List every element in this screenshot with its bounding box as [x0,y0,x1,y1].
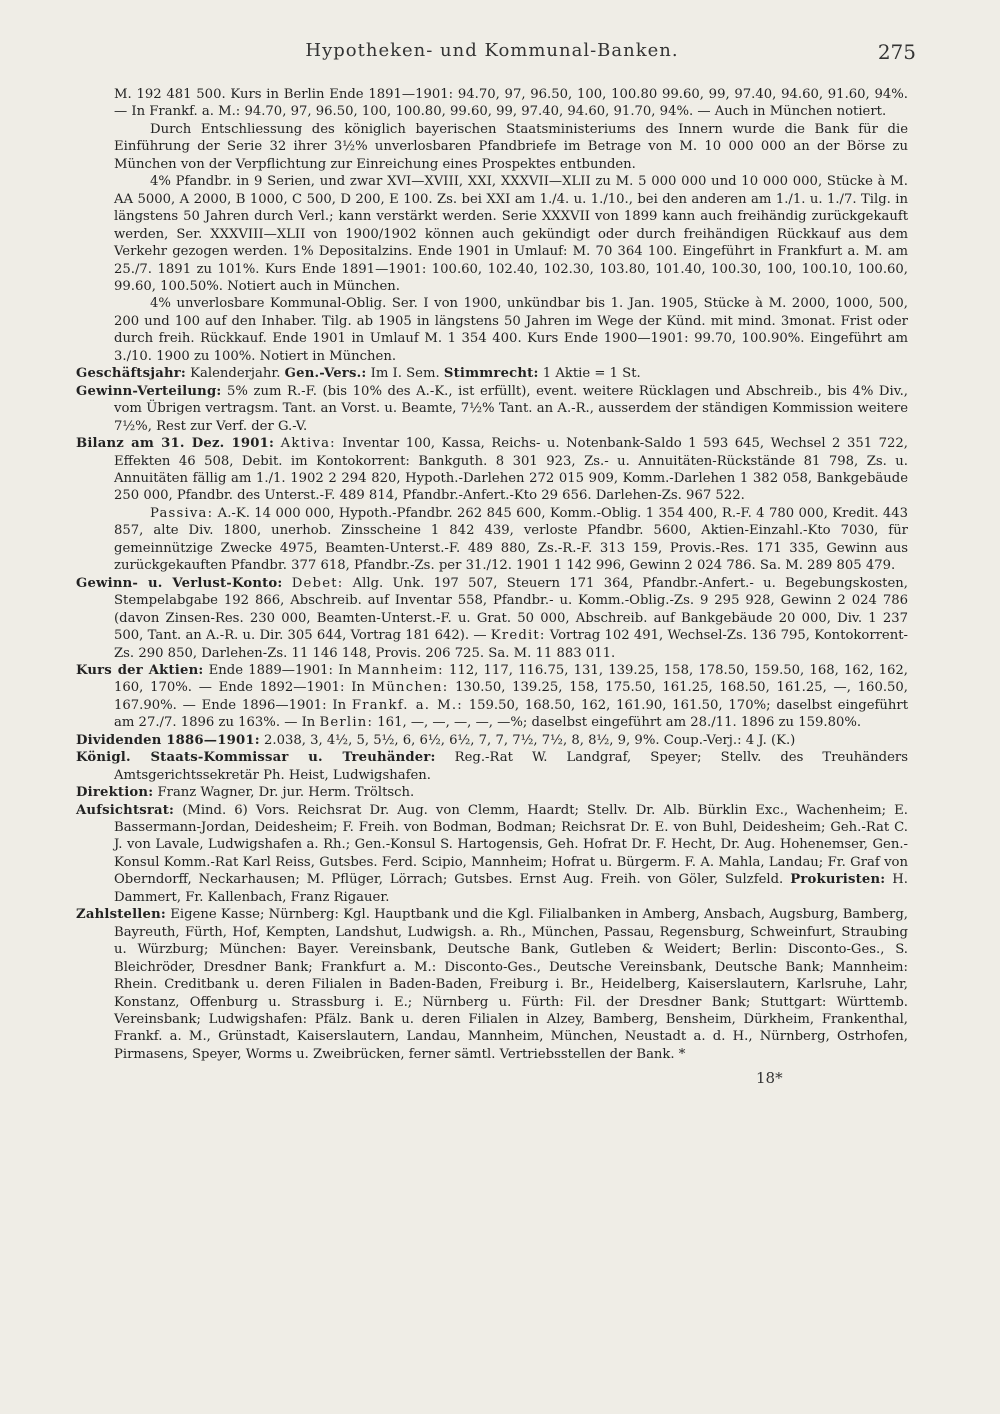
text-direktion: Franz Wagner, Dr. jur. Herm. Tröltsch. [157,785,415,801]
text-debet: Allg. Unk. 197 507, Steuern 171 364, Pfandbr.-Anfert.- u. Begebungskosten, Stempelabgabe 192 866, Abschreib. auf Inventar 558, Pfandbr.- u. Komm.-Oblig.-Zs. 9 295 928, Gewinn 2 024 786 (davon Zinsen-Res. 230 000, Beamten-Unterst.-F. u. Grat. 50 000, Abschreib. auf Bankgebäude 20 000, Div. 1 237 500, Tant. an A.-R. u. Dir. 305 644, Vortrag 181 642). — [114,575,908,644]
page-header [76,40,916,86]
entry-aufsichtsrat [76,802,908,907]
label-stimmrecht: Stimmrecht: [443,366,539,382]
text-geschaeftsjahr: Kalenderjahr. [190,366,281,382]
label-aufsichtsrat: Aufsichtsrat: [76,802,175,818]
text-gen-vers: Im I. Sem. [370,366,440,382]
page-footer [76,1069,908,1091]
text-zahlstellen: Eigene Kasse; Nürnberg: Kgl. Hauptbank und die Kgl. Filialbanken in Amberg, Ansbach, Augsburg, Bamberg, Bayreuth, Fürth, Hof, Kempten, Landshut, Ludwigsh. a. Rh., München, Passau, Regensburg, Schweinfurt, Straubing u. Würzburg; München: Bayer. Vereinsbank, Deutsche Bank, Gutleben & Weidert; Berlin: Disconto-Ges., S. Bleichröder, Dresdner Bank; Frankfurt a. M.: Disconto-Ges., Deutsche Vereinsbank, Deutsche Bank; Mannheim: Rhein. Creditbank u. deren Filialen in Baden-Baden, Freiburg i. Br., Heidelberg, Kaiserslautern, Karlsruhe, Lahr, Konstanz, Offenburg u. Strassburg i. E.; Nürnberg u. Fürth: Fil. der Dresdner Bank; Stuttgart: Württemb. Vereinsbank; Ludwigshafen: Pfälz. Bank u. deren Filialen in Alzey, Bamberg, Bensheim, Dürkheim, Frankenthal, Frankf. a. M., Grünstadt, Kaiserslautern, Landau, Mannheim, München, Neustadt a. d. H., Nürnberg, Ostrhofen, Pirmasens, Speyer, Worms u. Zweibrücken, ferner sämtl. Vertriebsstellen der Bank. * [114,907,908,1062]
label-prokuristen: Prokuristen: [790,872,886,888]
text-kurs-e: 161, —, —, —, —, —%; daselbst eingeführt am 28./11. 1896 zu 159.80%. [377,715,862,731]
label-kurs-aktien: Kurs der Aktien: [76,662,204,678]
label-gewinn-verteilung: Gewinn-Verteilung: [76,383,222,399]
label-dividenden: Dividenden 1886—1901: [76,732,260,748]
label-geschaeftsjahr: Geschäftsjahr: [76,366,186,382]
entry-gewinn-verlust [76,575,908,662]
text-kredit: Vortrag 102 491, Wechsel-Zs. 136 795, Kontokorrent-Zs. 290 850, Darlehen-Zs. 11 146 148, Provis. 206 725. Sa. M. 11 883 011. [114,628,908,661]
text-aktiva: Inventar 100, Kassa, Reichs- u. Notenbank-Saldo 1 593 645, Wechsel 2 351 722, Effekten 46 508, Debit. im Kontokorrent: Bankguth. 8 301 923, Zs.- u. Annuitäten-Rückstände 81 798, Zs. u. Annuitäten fällig am 1./1. 1902 2 294 820, Hypoth.-Darlehen 272 015 909, Komm.-Darlehen 1 382 058, Bankgebäude 250 000, Pfandbr. des Unterst.-F. 489 814, Pfandbr.-Anfert.-Kto 29 656. Darlehen-Zs. 967 522. [114,436,908,504]
text-aufsichtsrat: (Mind. 6) Vors. Reichsrat Dr. Aug. von Clemm, Haardt; Stellv. Dr. Alb. Bürklin Exc., Wachenheim; E. Bassermann-Jordan, Deidesheim; F. Freih. von Bodman, Bodman; Reichsrat Dr. E. von Buhl, Deidesheim; Geh.-Rat C. J. von Lavale, Ludwigshafen a. Rh.; Gen.-Konsul S. Hartogensis, Geh. Hofrat Dr. F. Hecht, Dr. Aug. Hohenemser, Gen.-Konsul Komm.-Rat Karl Reiss, Gutsbes. Ferd. Scipio, Mannheim; Hofrat u. Bürgerm. F. A. Mahla, Landau; Fr. Graf von Oberndorff, Neckarhausen; M. Pflüger, Lörrach; Gutsbes. Ernst Aug. Freih. von Göler, Sulzfeld. [114,802,908,888]
label-direktion: Direktion: [76,785,154,801]
page-number: 275 [877,40,916,64]
body-text [76,86,908,1063]
signature-mark: 18* [756,1069,783,1088]
city-muenchen: München: [371,680,449,696]
text-kurs-c: 130.50, 139.25, 158, 175.50, 161.25, 168.50, 161.25, —, 160.50, 167.90%. — Ende 1896—1901: In [114,680,908,713]
running-head: Hypotheken- und Kommunal-Banken. [305,40,679,61]
label-gewinn-verlust: Gewinn- u. Verlust-Konto: [76,575,283,591]
city-frankfurt: Frankf. a. M.: [351,697,463,713]
text-prokuristen: H. Dammert, Fr. Kallenbach, Franz Rigauer. [114,872,908,905]
entry-passiva [76,505,908,575]
paragraph-entschliessung: Durch Entschliessung des königlich bayerischen Staatsministeriums des Innern wurde die Bank für die Einführung der Serie 32 ihrer 3½% unverlosbaren Pfandbriefe im Betrage von M. 10 000 000 an der Börse zu München von der Verpflichtung zur Einreichung eines Prospektes entbunden. [114,121,908,172]
text-gewinn-verteilung: 5% zum R.-F. (bis 10% des A.-K., ist erfüllt), event. weitere Rücklagen und Abschreib., bis 4% Div., vom Übrigen vertragsm. Tant. an Vorst. u. Beamte, 7½% Tant. an A.-R., ausserdem der ständigen Kommission weitere 7½%, Rest zur Verf. der G.-V. [114,383,908,434]
text-dividenden: 2.038, 3, 4½, 5, 5½, 6, 6½, 6½, 7, 7, 7½, 7½, 8, 8½, 9, 9%. Coup.-Verj.: 4 J. (K.) [263,732,796,748]
paragraph-kommunal-oblig: 4% unverlosbare Kommunal-Oblig. Ser. I von 1900, unkündbar bis 1. Jan. 1905, Stücke à M. 2000, 1000, 500, 200 und 100 auf den Inhaber. Tilg. ab 1905 in längstens 50 Jahren im Wege der Künd. mit mind. 3monat. Frist oder durch freih. Rückkauf. Ende 1901 in Umlauf M. 1 354 400. Kurs Ende 1900—1901: 99.70, 100.90%. Eingeführt am 3./10. 1900 zu 100%. Notiert in München. [114,296,908,364]
entry-gewinn-verteilung [76,383,908,435]
entry-dividenden [76,732,908,749]
city-berlin: Berlin: [319,715,374,731]
entry-kommissar [76,749,908,784]
entry-bilanz [76,435,908,505]
entry-zahlstellen [76,906,908,1063]
entry-kurs-aktien [76,662,908,732]
label-kommissar: Königl. Staats-Kommissar u. Treuhänder: [76,750,436,766]
label-debet: Debet: [291,575,344,591]
city-mannheim: Mannheim: [357,662,444,678]
entry-direktion [76,784,908,801]
text-kommissar: Reg.-Rat W. Landgraf, Speyer; Stellv. des Treuhänders Amtsgerichtssekretär Ph. Heist, Ludwigshafen. [114,750,908,783]
text-kurs-d: 159.50, 168.50, 162, 161.90, 161.50, 170%; daselbst eingeführt am 27./7. 1896 zu 163%. — In [114,697,908,731]
paragraph-kurs-berlin: M. 192 481 500. Kurs in Berlin Ende 1891—1901: 94.70, 97, 96.50, 100, 100.80 99.60, 99, 97.40, 94.60, 91.60, 94%. — In Frankf. a. M.: 94.70, 97, 96.50, 100, 100.80, 99.60, 99, 97.40, 94.60, 91.70, 94%. — Auch in München notiert. [114,87,908,120]
label-gen-vers: Gen.-Vers.: [284,366,367,382]
text-kurs-b: 112, 117, 116.75, 131, 139.25, 158, 178.50, 159.50, 168, 162, 162, 160, 170%. — Ende 1892—1901: In [114,662,908,696]
label-kredit: Kredit: [490,628,546,644]
paragraph-pfandbriefe: 4% Pfandbr. in 9 Serien, und zwar XVI—XVIII, XXI, XXXVII—XLII zu M. 5 000 000 und 10 000 000, Stücke à M. AA 5000, A 2000, B 1000, C 500, D 200, E 100. Zs. bei XXI am 1./4. u. 1./10., bei den anderen am 1./1. u. 1./7. Tilg. in längstens 50 Jahren durch Verl.; kann verstärkt werden. Serie XXXVII von 1899 kann auch freihändig zurückgekauft werden, Ser. XXXVIII—XLII von 1900/1902 können auch gekündigt oder durch freihändigen Rückkauf aus dem Verkehr gezogen werden. 1% Depositalzins. Ende 1901 in Umlauf: M. 70 364 100. Eingeführt in Frankfurt a. M. am 25./7. 1891 zu 101%. Kurs Ende 1891—1901: 100.60, 102.40, 102.30, 103.80, 101.40, 100.30, 100, 100.10, 100.60, 99.60, 100.50%. Notiert auch in München. [114,174,908,294]
text-passiva: A.-K. 14 000 000, Hypoth.-Pfandbr. 262 845 600, Komm.-Oblig. 1 354 400, R.-F. 4 780 000, Kredit. 443 857, alte Div. 1800, unerhob. Zinsscheine 1 842 439, verloste Pfandbr. 5600, Aktien-Einzahl.-Kto 7030, für gemeinnützige Zwecke 4975, Beamten-Unterst.-F. 489 880, Zs.-R.-F. 313 159, Provis.-Res. 171 335, Gewinn aus zurückgekauften Pfandbr. 377 618, Pfandbr.-Zs. per 31./12. 1901 1 142 996, Gewinn 2 024 786. Sa. M. 289 805 479. [114,505,908,574]
entry-geschaeftsjahr [76,365,908,382]
label-zahlstellen: Zahlstellen: [76,907,166,923]
label-aktiva: Aktiva: [280,436,336,452]
label-bilanz: Bilanz am 31. Dez. 1901: [76,436,275,452]
document-page [76,40,916,1091]
text-stimmrecht: 1 Aktie = 1 St. [542,366,641,382]
label-passiva: Passiva: [150,505,214,521]
text-kurs-a: Ende 1889—1901: In [208,662,352,678]
